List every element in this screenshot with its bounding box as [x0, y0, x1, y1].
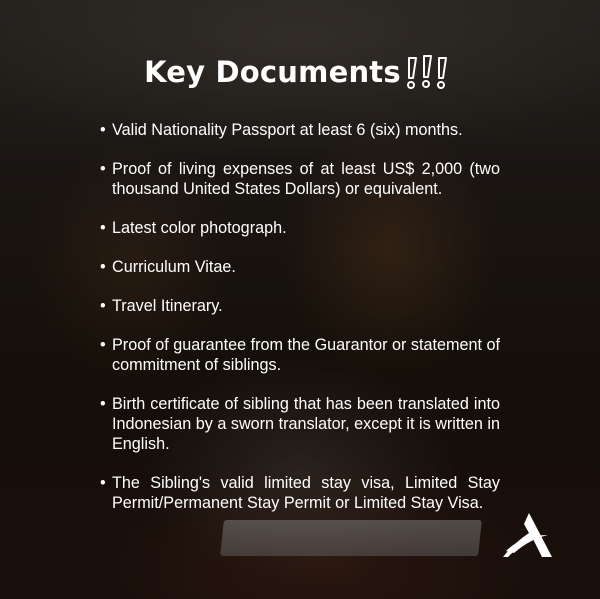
- exclamation-marks-icon: [406, 54, 456, 98]
- list-item: • Travel Itinerary.: [100, 296, 500, 316]
- list-item: • Proof of living expenses of at least US$ 2,000 (two thousand United States Dollars) or equivalent.: [100, 159, 500, 199]
- documents-list: [100, 120, 500, 532]
- list-item: • Valid Nationality Passport at least 6 (six) months.: [100, 120, 500, 140]
- list-item: • The Sibling's valid limited stay visa, Limited Stay Permit/Permanent Stay Permit or Limited Stay Visa.: [100, 473, 500, 513]
- a-logo-icon: [502, 511, 554, 559]
- list-item: • Latest color photograph.: [100, 218, 500, 238]
- page-title: Key Documents: [144, 55, 401, 89]
- list-item: • Birth certificate of sibling that has been translated into Indonesian by a sworn translator, except it is written in English.: [100, 394, 500, 454]
- list-item: • Proof of guarantee from the Guarantor or statement of commitment of siblings.: [100, 335, 500, 375]
- title-row: [0, 50, 600, 94]
- list-item: • Curriculum Vitae.: [100, 257, 500, 277]
